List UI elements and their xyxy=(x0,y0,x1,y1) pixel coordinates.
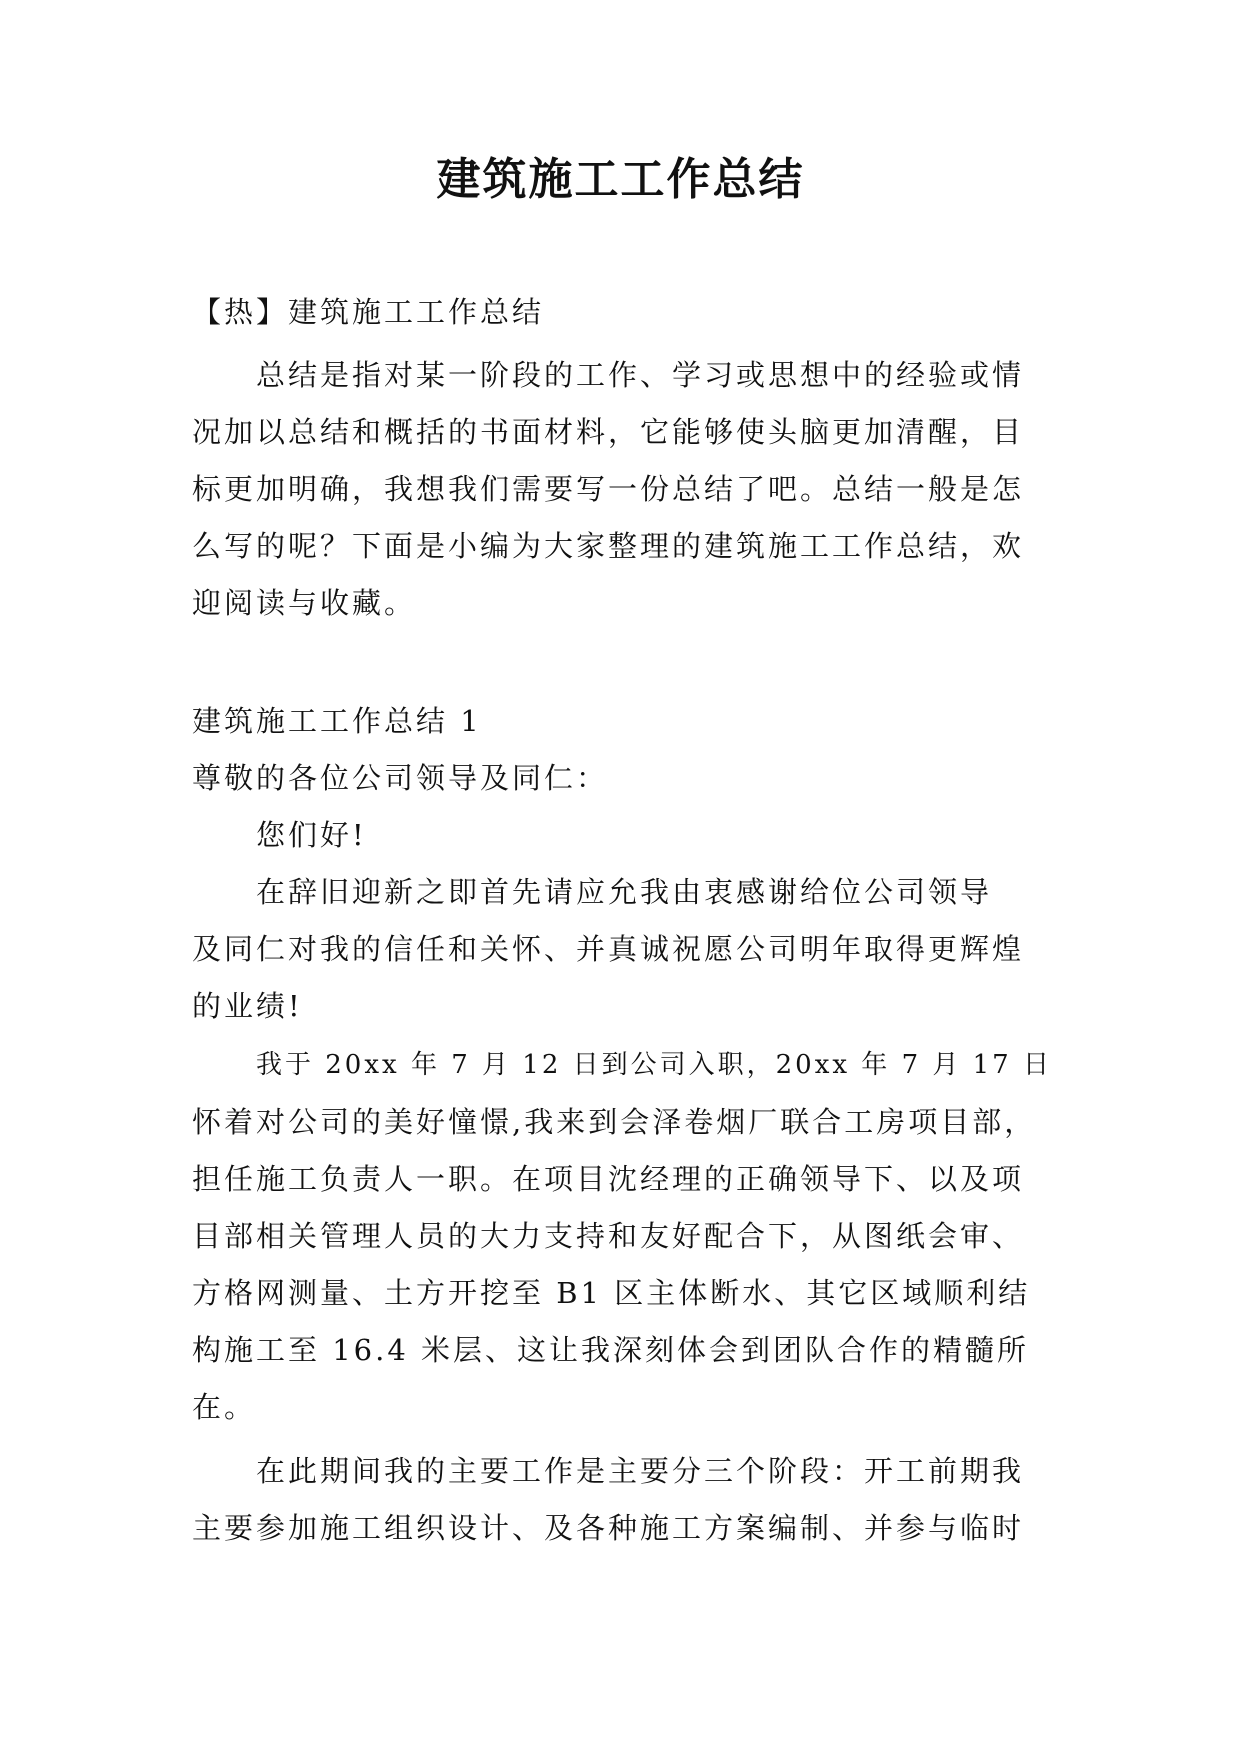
paragraph-line: 迎阅读与收藏。 xyxy=(192,586,417,620)
paragraph-line: 在。 xyxy=(192,1390,257,1424)
paragraph-line: 方格网测量、土方开挖至 B1 区主体断水、其它区域顺利结 xyxy=(192,1276,1031,1310)
paragraph-line: 的业绩! xyxy=(192,989,303,1023)
paragraph-line: 况加以总结和概括的书面材料，它能够使头脑更加清醒，目 xyxy=(192,415,1025,449)
intro-heading-line: 【热】建筑施工工作总结 xyxy=(192,295,545,329)
paragraph-line: 构施工至 16.4 米层、这让我深刻体会到团队合作的精髓所 xyxy=(192,1333,1030,1367)
paragraph-line: 我于 20xx 年 7 月 12 日到公司入职，20xx 年 7 月 17 日 xyxy=(256,1050,1052,1080)
document-title: 建筑施工工作总结 xyxy=(436,154,805,205)
paragraph-line: 怀着对公司的美好憧憬,我来到会泽卷烟厂联合工房项目部， xyxy=(192,1105,1037,1139)
section-heading-line: 建筑施工工作总结 1 xyxy=(192,704,482,738)
paragraph-line: 及同仁对我的信任和关怀、并真诚祝愿公司明年取得更辉煌 xyxy=(192,932,1025,966)
paragraph-line: 在此期间我的主要工作是主要分三个阶段：开工前期我 xyxy=(256,1454,1025,1488)
paragraph-line: 总结是指对某一阶段的工作、学习或思想中的经验或情 xyxy=(256,358,1025,392)
greeting-line: 您们好! xyxy=(256,818,367,852)
paragraph-line: 目部相关管理人员的大力支持和友好配合下，从图纸会审、 xyxy=(192,1219,1025,1253)
paragraph-line: 主要参加施工组织设计、及各种施工方案编制、并参与临时 xyxy=(192,1511,1025,1545)
paragraph-line: 么写的呢？下面是小编为大家整理的建筑施工工作总结，欢 xyxy=(192,529,1025,563)
paragraph-line: 标更加明确，我想我们需要写一份总结了吧。总结一般是怎 xyxy=(192,472,1025,506)
salutation-line: 尊敬的各位公司领导及同仁： xyxy=(192,761,609,795)
paragraph-line: 在辞旧迎新之即首先请应允我由衷感谢给位公司领导 xyxy=(256,875,993,909)
paragraph-line: 担任施工负责人一职。在项目沈经理的正确领导下、以及项 xyxy=(192,1162,1025,1196)
